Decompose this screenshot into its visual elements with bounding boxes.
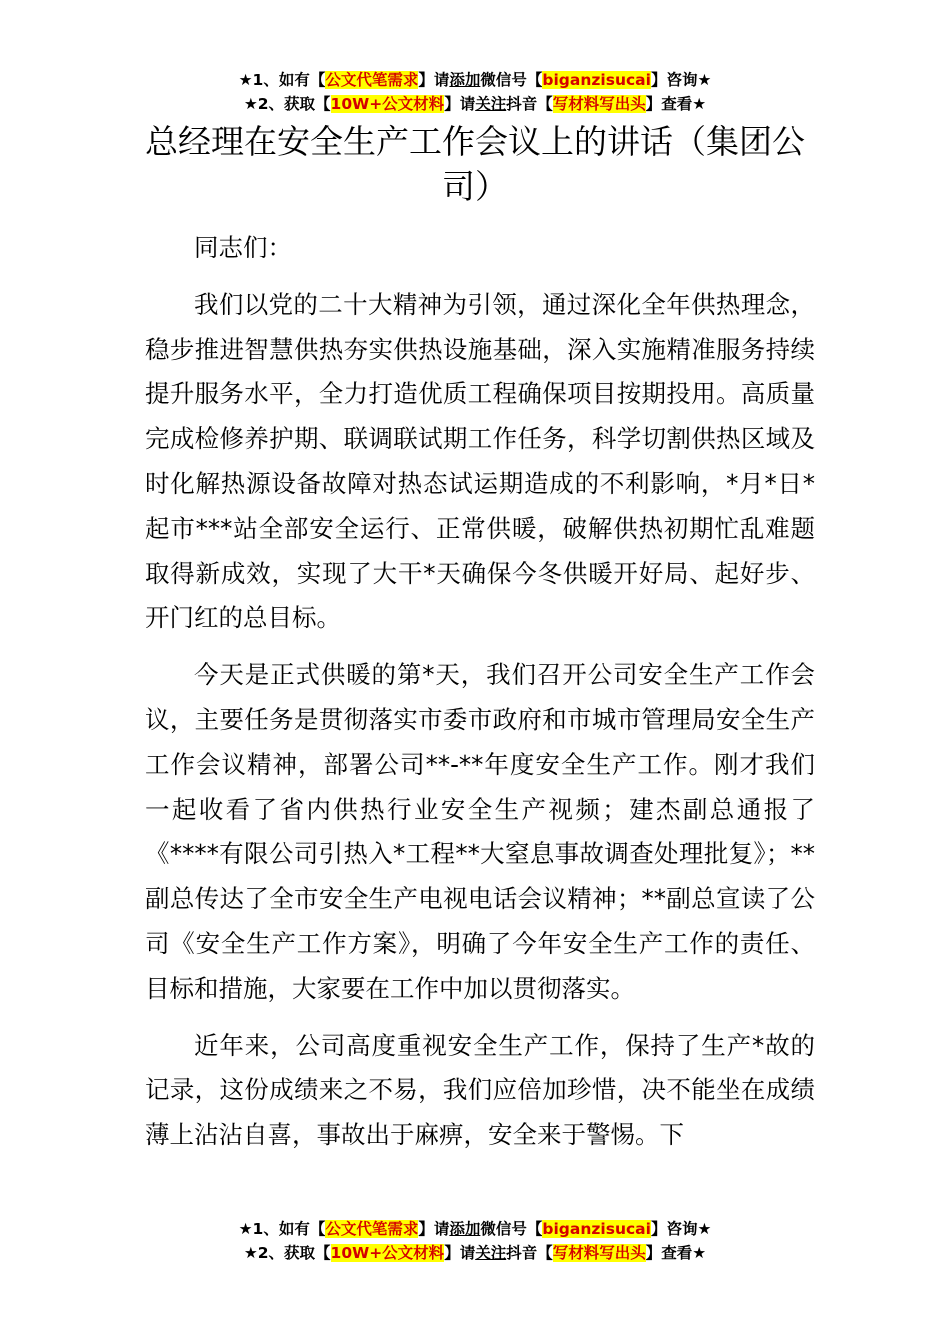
promo-line-1: ★1、如有【公文代笔需求】请添加微信号【biganzisucai】咨询★	[238, 1220, 712, 1238]
highlight-douyin: 写材料写出头	[552, 95, 646, 113]
paragraph-3: 近年来，公司高度重视安全生产工作，保持了生产*故的记录，这份成绩来之不易，我们应倍加珍惜，决不能坐在成绩薄上沾沾自喜，事故出于麻痹，安全来于警惕。下	[145, 1030, 815, 1150]
promo-line-1: ★1、如有【公文代笔需求】请添加微信号【biganzisucai】咨询★	[238, 71, 712, 89]
highlight-service: 公文代笔需求	[325, 1220, 419, 1238]
footer-promo-banner	[0, 1217, 950, 1265]
highlight-materials: 10W+公文材料	[330, 95, 445, 113]
header-promo-banner	[0, 68, 950, 116]
highlight-douyin: 写材料写出头	[552, 1244, 646, 1262]
document-title: 总经理在安全生产工作会议上的讲话（集团公司）	[145, 122, 805, 206]
promo-line-2: ★2、获取【10W+公文材料】请关注抖音【写材料写出头】查看★	[243, 1244, 707, 1262]
paragraph-1: 我们以党的二十大精神为引领，通过深化全年供热理念，稳步推进智慧供热夯实供热设施基础，深入实施精准服务持续提升服务水平，全力打造优质工程确保项目按期投用。高质量完成检修养护期、联调联试期工作任务，科学切割供热区域及时化解热源设备故障对热态试运期造成的不利影响，*月*日*起市***站全部安全运行、正常供暖，破解供热初期忙乱难题取得新成效，实现了大干*天确保今冬供暖开好局、起好步、开门红的总目标。	[145, 289, 815, 633]
highlight-wechat-id: biganzisucai	[542, 71, 651, 89]
highlight-service: 公文代笔需求	[325, 71, 419, 89]
document-body	[145, 226, 815, 1170]
highlight-materials: 10W+公文材料	[330, 1244, 445, 1262]
salutation: 同志们：	[194, 233, 292, 262]
paragraph-2: 今天是正式供暖的第*天，我们召开公司安全生产工作会议，主要任务是贯彻落实市委市政府和市城市管理局安全生产工作会议精神，部署公司**-**年度安全生产工作。刚才我们一起收看了省内供热行业安全生产视频；建杰副总通报了《****有限公司引热入*工程**大窒息事故调查处理批复》；**副总传达了全市安全生产电视电话会议精神；**副总宣读了公司《安全生产工作方案》，明确了今年安全生产工作的责任、目标和措施，大家要在工作中加以贯彻落实。	[145, 660, 815, 1003]
highlight-wechat-id: biganzisucai	[542, 1220, 651, 1238]
promo-line-2: ★2、获取【10W+公文材料】请关注抖音【写材料写出头】查看★	[243, 95, 707, 113]
